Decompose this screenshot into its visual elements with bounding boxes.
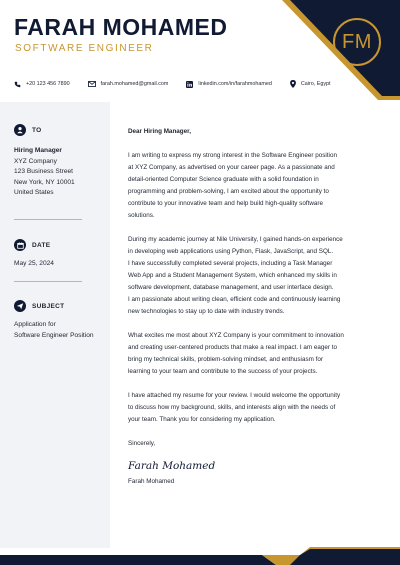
contact-phone-text: +20 123 456 7890	[26, 81, 70, 87]
greeting: Dear Hiring Manager,	[128, 128, 191, 135]
paragraph-line: I have attached my resume for your review. I would welcome the opportunity	[128, 392, 341, 399]
paragraph-line: solutions.	[128, 212, 155, 219]
handwritten-signature: Farah Mohamed	[128, 460, 216, 472]
signer-name: Farah Mohamed	[128, 478, 175, 485]
paragraph-line: I am writing to express my strong interest in the Software Engineer position	[128, 152, 337, 159]
recipient-name: Hiring Manager	[14, 147, 62, 154]
mail-icon	[88, 81, 96, 87]
subject-section-heading	[14, 300, 64, 312]
paragraph-line: in developing web applications using Python, Flask, JavaScript, and SQL.	[128, 248, 334, 255]
date-section-heading	[14, 239, 50, 251]
footer-bar	[0, 547, 400, 565]
recipient-company: XYZ Company	[14, 157, 57, 165]
closing: Sincerely,	[128, 440, 156, 447]
paragraph-line: and creating user-centered products that make a real impact. I am eager to	[128, 344, 337, 351]
monogram-text: FM	[342, 31, 372, 53]
contact-location	[290, 80, 331, 88]
send-icon	[14, 300, 26, 312]
paragraph-line: contribute to your innovative team and help build high-quality software	[128, 200, 323, 207]
recipient-country: United States	[14, 189, 54, 196]
letter-date: May 25, 2024	[14, 260, 54, 267]
subject-line-1: Application for	[14, 321, 56, 328]
paragraph-line: detail-oriented Computer Science graduate with a solid foundation in	[128, 176, 319, 183]
paragraph-line: What excites me most about XYZ Company is your commitment to innovation	[128, 332, 344, 339]
subject-label: SUBJECT	[32, 302, 65, 310]
paragraph-line: software development, database management, and user interface design.	[128, 284, 334, 291]
date-label: DATE	[32, 241, 51, 249]
contact-email[interactable]	[88, 81, 169, 87]
paragraph-line: bring my technical skills, problem-solving mindset, and enthusiasm for	[128, 356, 323, 363]
paragraph-line: learning to your team and contribute to the success of your projects.	[128, 368, 318, 375]
recipient-block	[14, 146, 75, 199]
paragraph-4	[128, 390, 368, 426]
paragraph-line: During my academic journey at Nile University, I gained hands-on experience	[128, 236, 343, 243]
paragraph-line: I have successfully completed several projects, including a Task Manager	[128, 260, 333, 267]
contact-linkedin-text: linkedin.com/in/farahmohamed	[198, 81, 272, 87]
applicant-title: SOFTWARE ENGINEER	[15, 43, 154, 54]
contact-bar	[14, 78, 349, 90]
recipient-street: 123 Business Street	[14, 168, 74, 175]
calendar-icon	[14, 239, 26, 251]
paragraph-1	[128, 150, 368, 222]
sidebar-divider	[14, 219, 82, 220]
linkedin-icon	[186, 81, 193, 88]
letter-body	[128, 126, 368, 488]
to-label: TO	[32, 126, 42, 134]
contact-location-text: Cairo, Egypt	[300, 81, 331, 87]
paragraph-line: at XYZ Company, as advertised on your career page. As a passionate and	[128, 164, 335, 171]
paragraph-line: Web App and a Student Management System, which enhanced my skills in	[128, 272, 337, 279]
paragraph-line: programming and problem-solving, I am excited about the opportunity to	[128, 188, 329, 195]
monogram-badge	[333, 18, 381, 66]
contact-linkedin[interactable]	[186, 81, 271, 88]
to-section-heading	[14, 124, 42, 136]
sidebar-divider	[14, 281, 82, 282]
paragraph-line: I am passionate about writing clean, efficient code and continuously learning	[128, 296, 341, 303]
contact-phone[interactable]	[14, 81, 70, 88]
paragraph-line: new technologies to stay up to date with industry trends.	[128, 308, 285, 315]
paragraph-line: your team. Thank you for considering my application.	[128, 416, 276, 423]
paragraph-3	[128, 330, 368, 378]
location-pin-icon	[290, 80, 296, 88]
paragraph-2	[128, 234, 368, 318]
phone-icon	[14, 81, 21, 88]
subject-line-2: Software Engineer Position	[14, 331, 94, 339]
subject-text	[14, 320, 94, 341]
applicant-name: FARAH MOHAMED	[14, 14, 228, 40]
paragraph-line: to discuss how my background, skills, and interests align with the needs of	[128, 404, 336, 411]
recipient-city: New York, NY 10001	[14, 178, 75, 186]
contact-email-text: farah.mohamed@gmail.com	[100, 81, 169, 87]
person-icon	[14, 124, 26, 136]
